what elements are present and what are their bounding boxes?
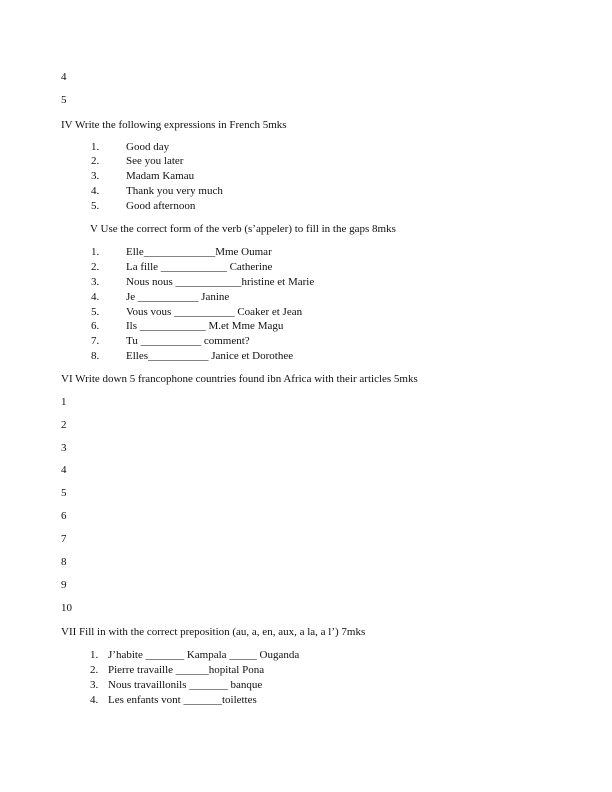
list-number: 4. xyxy=(91,291,100,303)
answer-number: 4 xyxy=(61,71,67,83)
list-item: Les enfants vont _______toilettes xyxy=(108,694,257,706)
list-item: J’habite _______ Kampala _____ Ouganda xyxy=(108,649,300,661)
list-item: Je ___________ Janine xyxy=(126,291,230,303)
list-number: 2. xyxy=(91,261,100,273)
list-item: Tu ___________ comment? xyxy=(126,335,250,347)
list-item: Elles___________ Janice et Dorothee xyxy=(126,350,294,362)
answer-number: 5 xyxy=(61,94,67,106)
list-item: See you later xyxy=(126,155,184,167)
list-item: Nous travaillonils _______ banque xyxy=(108,679,263,691)
section-heading: V Use the correct form of the verb (s’appeler) to fill in the gaps 8mks xyxy=(90,223,396,235)
list-item: Nous nous ____________hristine et Marie xyxy=(126,276,315,288)
answer-number: 7 xyxy=(61,533,67,545)
list-item: Elle_____________Mme Oumar xyxy=(126,246,272,258)
list-number: 3. xyxy=(91,170,100,182)
answer-number: 6 xyxy=(61,510,67,522)
list-number: 8. xyxy=(91,350,100,362)
list-item: Ils ____________ M.et Mme Magu xyxy=(126,320,284,332)
section-heading: VI Write down 5 francophone countries found ibn Africa with their articles 5mks xyxy=(61,373,418,385)
list-number: 3. xyxy=(91,276,100,288)
list-number: 5. xyxy=(91,200,100,212)
list-number: 7. xyxy=(91,335,100,347)
list-number: 2. xyxy=(90,664,99,676)
list-number: 4. xyxy=(90,694,99,706)
section-heading: IV Write the following expressions in French 5mks xyxy=(61,119,287,131)
answer-number: 9 xyxy=(61,579,67,591)
answer-number: 8 xyxy=(61,556,67,568)
list-item: Thank you very much xyxy=(126,185,223,197)
answer-number: 3 xyxy=(61,442,67,454)
list-item: Pierre travaille ______hopital Pona xyxy=(108,664,265,676)
answer-number: 5 xyxy=(61,487,67,499)
list-number: 2. xyxy=(91,155,100,167)
answer-number: 10 xyxy=(61,602,72,614)
answer-number: 2 xyxy=(61,419,67,431)
list-number: 1. xyxy=(91,141,100,153)
answer-number: 1 xyxy=(61,396,67,408)
list-number: 1. xyxy=(90,649,99,661)
section-heading: VII Fill in with the correct preposition (au, a, en, aux, a la, a l’) 7mks xyxy=(61,626,366,638)
list-item: Good afternoon xyxy=(126,200,196,212)
list-number: 6. xyxy=(91,320,100,332)
list-item: La fille ____________ Catherine xyxy=(126,261,273,273)
list-item: Madam Kamau xyxy=(126,170,195,182)
list-number: 1. xyxy=(91,246,100,258)
answer-number: 4 xyxy=(61,464,67,476)
list-number: 5. xyxy=(91,306,100,318)
list-item: Good day xyxy=(126,141,170,153)
list-number: 4. xyxy=(91,185,100,197)
list-item: Vous vous ___________ Coaker et Jean xyxy=(126,306,303,318)
list-number: 3. xyxy=(90,679,99,691)
